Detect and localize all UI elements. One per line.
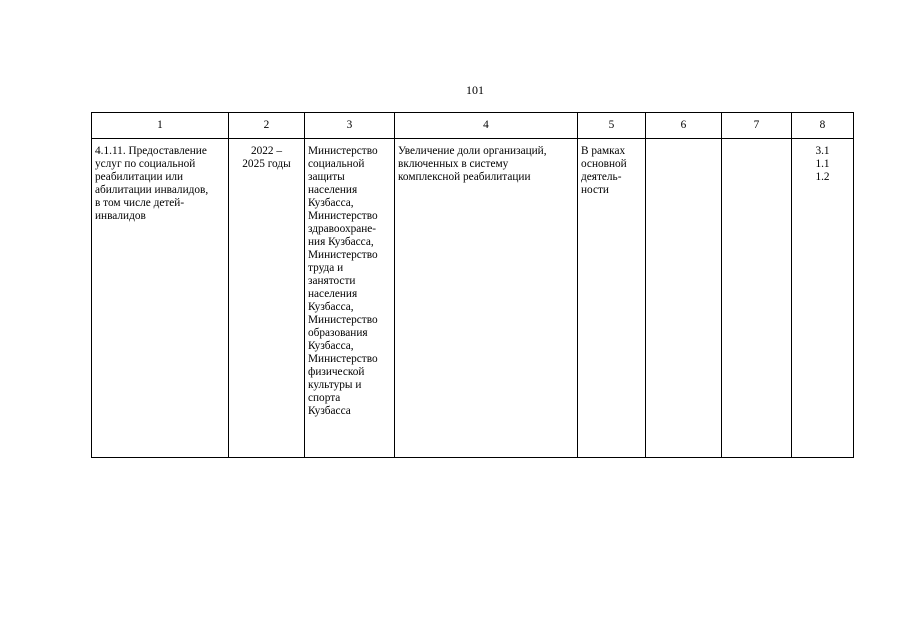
cell-line: основной (581, 158, 627, 170)
cell-line: защиты (308, 171, 345, 183)
cell-line: деятель- (581, 171, 622, 183)
cell-line: населения (308, 184, 358, 196)
cell-line: Кузбасса, (308, 301, 354, 313)
cell-line: Кузбасса, (308, 340, 354, 352)
cell-line: 2022 – (250, 145, 283, 157)
cell-line: труда и (308, 262, 344, 274)
cell-line: Министерство (308, 249, 378, 261)
cell-col-7 (722, 139, 792, 458)
program-table (91, 112, 854, 458)
cell-period (229, 139, 305, 458)
column-header-1: 1 (92, 113, 229, 139)
cell-funding (578, 139, 646, 458)
cell-indicators (792, 139, 854, 458)
cell-line: Увеличение доли организаций, (398, 145, 547, 157)
column-header-7: 7 (722, 113, 792, 139)
cell-line: 4.1.11. Предоставление (95, 145, 207, 157)
cell-col-6 (646, 139, 722, 458)
cell-line: населения (308, 288, 358, 300)
cell-line: услуг по социальной (95, 158, 196, 170)
table-row (92, 139, 854, 458)
column-header-2: 2 (229, 113, 305, 139)
cell-line: Министерство (308, 353, 378, 365)
cell-line: ния Кузбасса, (308, 236, 374, 248)
page-number: 101 (466, 83, 484, 97)
cell-line: в том числе детей- (95, 197, 185, 209)
cell-line: здравоохране- (308, 223, 377, 235)
cell-executors (305, 139, 395, 458)
column-header-4: 4 (395, 113, 578, 139)
cell-line: физической (308, 366, 365, 378)
cell-line: Министерство (308, 145, 378, 157)
cell-line: абилитации инвалидов, (95, 184, 209, 196)
cell-line: образования (308, 327, 368, 339)
cell-line: Министерство (308, 314, 378, 326)
cell-expected-result (395, 139, 578, 458)
cell-line: спорта (308, 392, 341, 404)
cell-line: включенных в систему (398, 158, 509, 170)
column-header-5: 5 (578, 113, 646, 139)
cell-line: Министерство (308, 210, 378, 222)
cell-line: занятости (308, 275, 356, 287)
cell-line: инвалидов (95, 210, 146, 222)
cell-line: реабилитации или (95, 171, 184, 183)
cell-line: 1.2 (815, 171, 830, 183)
column-header-6: 6 (646, 113, 722, 139)
cell-line: комплексной реабилитации (398, 171, 531, 183)
table-header-row (92, 113, 854, 139)
cell-line: 2025 годы (242, 158, 291, 170)
cell-line: социальной (308, 158, 365, 170)
column-header-8: 8 (792, 113, 854, 139)
cell-line: 1.1 (815, 158, 830, 170)
cell-line: ности (581, 184, 609, 196)
column-header-3: 3 (305, 113, 395, 139)
cell-line: 3.1 (815, 145, 830, 157)
cell-activity-name (92, 139, 229, 458)
cell-line: Кузбасса, (308, 197, 354, 209)
cell-line: В рамках (581, 145, 626, 157)
cell-line: культуры и (308, 379, 362, 391)
cell-line: Кузбасса (308, 405, 351, 417)
